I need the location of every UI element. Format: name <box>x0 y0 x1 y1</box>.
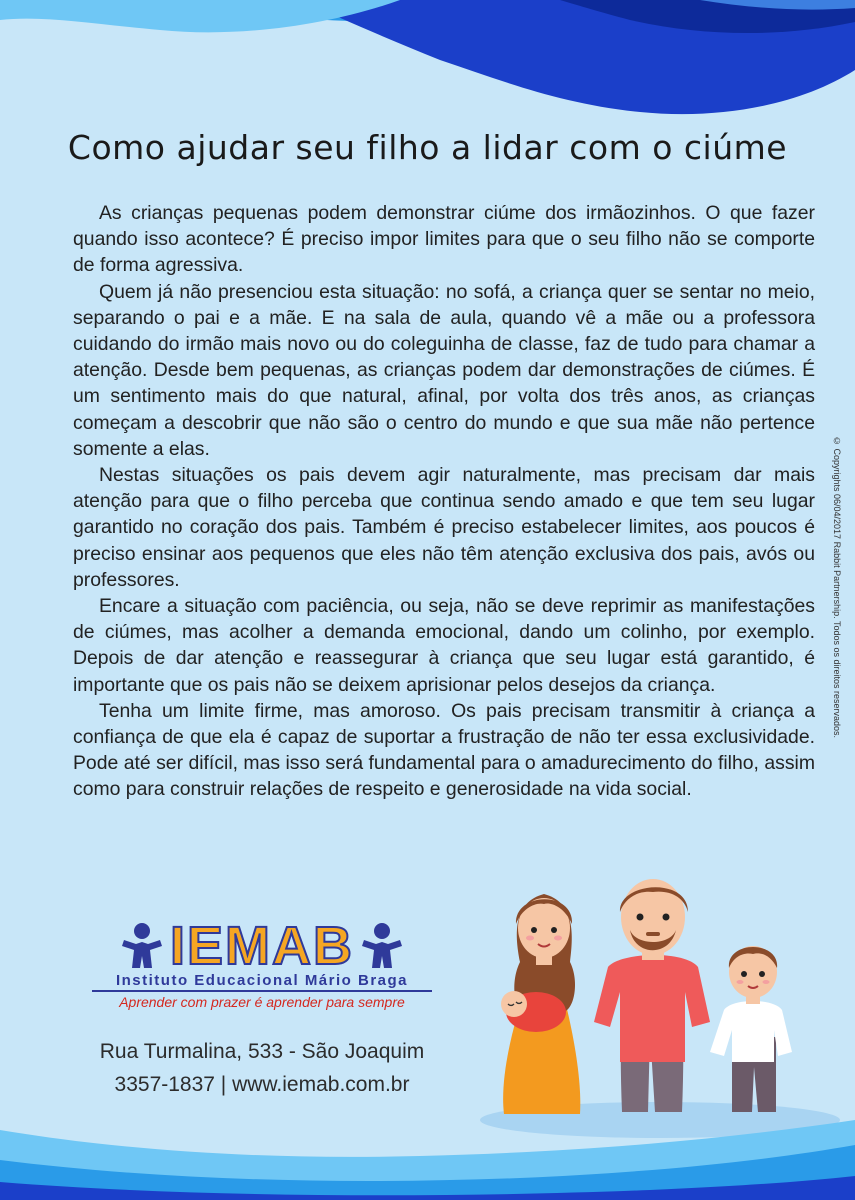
bottom-wave-decoration <box>0 1090 855 1200</box>
father-figure <box>594 879 710 1112</box>
paragraph: Quem já não presenciou esta situação: no sofá, a criança quer se sentar no meio, separando o pai e a mãe. E na sala de aula, quando vê a mãe ou a professora cuidando do irmão mais novo ou do coleguinha de classe, faz de tudo para chamar a atenção. Desde bem pequenas, as crianças podem dar demonstrações de ciúmes. É um sentimento mais do que natural, afinal, por volta dos três anos, as crianças começam a descobrir que não são o centro do mundo e que sua mãe não pertence somente a elas. <box>73 280 815 460</box>
logo-subtitle: Instituto Educacional Mário Braga <box>115 972 409 989</box>
article-body <box>73 200 815 803</box>
paragraph: Nestas situações os pais devem agir naturalmente, mas precisam dar mais atenção para que o filho perceba que continua sendo amado e que tem seu lugar garantido no coração dos pais. Também é preciso estabelecer limites, aos poucos é preciso ensinar aos pequenos que eles não têm atenção exclusiva dos pais, avós ou professores. <box>73 464 815 591</box>
page-title: Como ajudar seu filho a lidar com o ciúme <box>67 128 788 167</box>
logo-divider <box>92 990 432 992</box>
mother-figure <box>501 894 580 1114</box>
paragraph: As crianças pequenas podem demonstrar ciúme dos irmãozinhos. O que fazer quando isso acontece? É preciso impor limites para que o seu filho não se comporte de forma agressiva. <box>73 202 815 277</box>
iemab-logo <box>82 918 442 1010</box>
address-line: Rua Turmalina, 533 - São Joaquim <box>99 1040 425 1063</box>
top-wave-decoration <box>0 0 855 130</box>
phone-website-line: 3357-1837 | www.iemab.com.br <box>114 1073 410 1096</box>
paragraph: Encare a situação com paciência, ou seja, não se deve reprimir as manifestações de ciúmes, mas acolher a demanda emocional, dando um colinho, por exemplo. Depois de dar atenção e reassegurar à criança que seu lugar está garantido, é importante que os pais não se deixem aprisionar pelos desejos da criança. <box>73 595 815 696</box>
child-figure-right-icon <box>360 922 404 970</box>
logo-wordmark: IEMAB <box>170 916 354 976</box>
child-figure-left-icon <box>120 922 164 970</box>
son-figure <box>710 946 792 1112</box>
paragraph: Tenha um limite firme, mas amoroso. Os pais precisam transmitir à criança a confiança de que ela é capaz de suportar a frustração de não ter essa exclusividade. Pode até ser difícil, mas isso será fundamental para o amadurecimento do filho, assim como para construir relações de respeito e generosidade na vida social. <box>73 699 815 801</box>
copyright-notice: © Copyrights 06/04/2017 Rabbit Partnership. Todos os direitos reservados. <box>832 436 842 738</box>
logo-slogan: Aprender com prazer é aprender para sempre <box>119 994 405 1010</box>
